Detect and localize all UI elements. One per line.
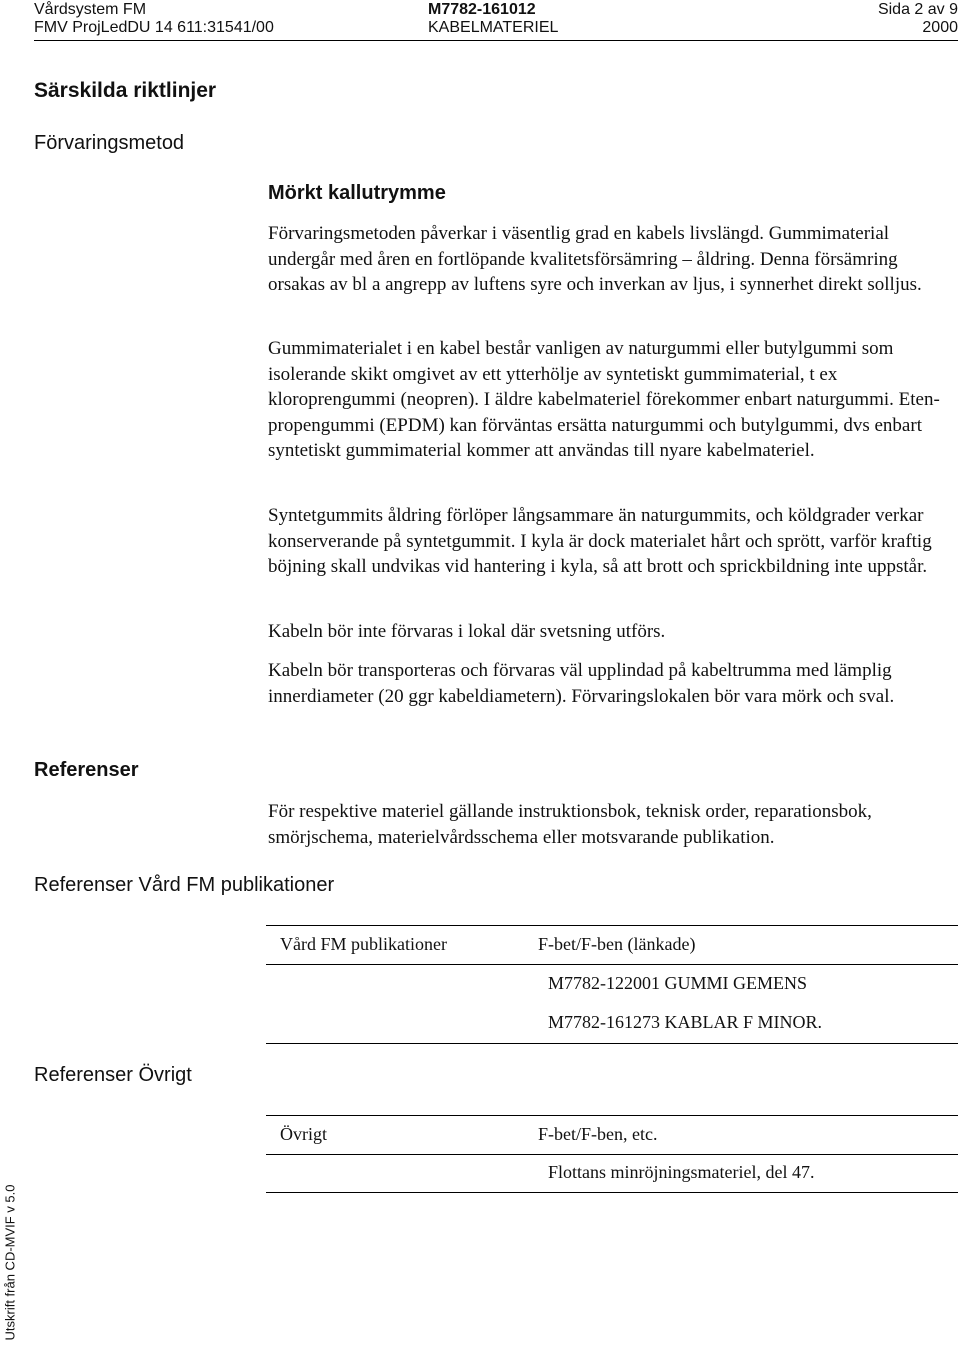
system-name: Vårdsystem FM <box>34 1 147 18</box>
page-number: Sida 2 av 9 <box>877 1 958 18</box>
document-year: 2000 <box>922 19 958 36</box>
subheading-dark-cold-storage: Mörkt kallutrymme <box>268 182 446 204</box>
table-header-rule <box>266 1154 958 1155</box>
table-bottom-rule <box>266 1043 958 1044</box>
references-other-heading: Referenser Övrigt <box>34 1064 192 1086</box>
vard-ref-item[interactable]: M7782-122001 GUMMI GEMENS <box>548 973 808 993</box>
paragraph-2: Gummimaterialet i en kabel består vanligen av naturgummi eller butylgummi som isolerande skikt omgivet av ett ytterhölje av syntetiskt gummimaterial, t ex kloroprengummi (neopren). I äldre kabelmateriel förekommer enbart naturgummi. Eten-propengummi (EPDM) kan förväntas ersätta naturgummi och butylgummi, dvs enbart syntetiskt gummimaterial kommer att användas till nyare kabelmateriel. <box>268 338 940 461</box>
paragraph-3: Syntetgummits åldring förlöper långsammare än naturgummits, och köldgrader verkar konserverande på syntetgummit. I kyla är dock materialet hårt och sprött, varför kraftig böjning skall undvikas vid hantering i kyla, så att brott och sprickbildning inte uppstår. <box>268 505 932 577</box>
references-vard-heading: Referenser Vård FM publikationer <box>34 874 335 896</box>
paragraph-5: Kabeln bör transporteras och förvaras väl upplindad på kabeltrumma med lämplig innerdiameter (20 ggr kabeldiametern). Förvaringslokalen bör vara mörk och sval. <box>268 660 895 707</box>
paragraph-1: Förvaringsmetoden påverkar i väsentlig grad en kabels livslängd. Gummimaterial undergår med åren en fortlöpande kvalitetsförsämring – åldring. Denna försämring orsakas av bl a angrepp av luftens syre och inverkan av ljus, i synnerhet direkt solljus. <box>268 223 922 295</box>
vard-ref-item[interactable]: M7782-161273 KABLAR F MINOR. <box>548 1012 823 1032</box>
table-top-rule <box>266 925 958 926</box>
table-top-rule <box>266 1115 958 1116</box>
table-header-rule <box>266 964 958 965</box>
table-bottom-rule <box>266 1192 958 1193</box>
print-source-note: Utskrift från CD-MVIF v 5.0 <box>2 1184 18 1341</box>
document-title: KABELMATERIEL <box>428 19 559 36</box>
project-id: FMV ProjLedDU 14 611:31541/00 <box>34 19 274 36</box>
vard-col-fbet: F-bet/F-ben (länkade) <box>538 934 696 954</box>
references-text: För respektive materiel gällande instruktionsbok, teknisk order, reparationsbok, smörjschema, materielvårdsschema eller motsvarande publikation. <box>268 801 872 848</box>
vard-col-publications: Vård FM publikationer <box>280 934 447 954</box>
main-heading: Särskilda riktlinjer <box>34 79 217 102</box>
references-heading: Referenser <box>34 759 139 781</box>
document-number: M7782-161012 <box>428 1 536 18</box>
other-col-fbet: F-bet/F-ben, etc. <box>538 1124 658 1144</box>
paragraph-4: Kabeln bör inte förvaras i lokal där svetsning utförs. <box>268 621 666 642</box>
section-storage-method: Förvaringsmetod <box>34 132 185 154</box>
page-header <box>34 0 958 41</box>
other-ref-item: Flottans minröjningsmateriel, del 47. <box>548 1162 815 1182</box>
other-col-label: Övrigt <box>280 1124 327 1144</box>
